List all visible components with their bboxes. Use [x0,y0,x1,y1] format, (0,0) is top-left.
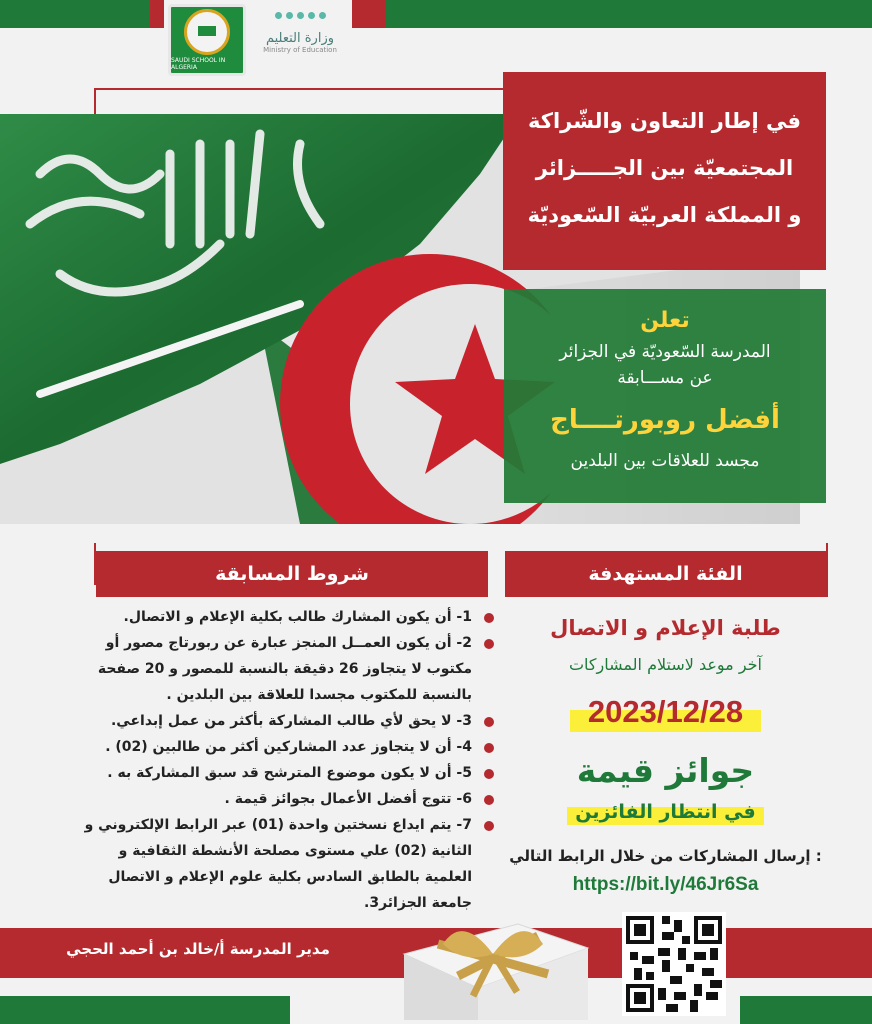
condition-item [78,604,496,630]
deadline-date: 2023/12/28 [587,694,744,729]
condition-text: 2- أن يكون العمــل المنجز عبارة عن ربورتاج مصور أو مكتوب لا يتجاوز 26 دقيقة بالنسبة للمصور و 20 صفحة بالنسبة للمكتوب مجسدا للعلاقة بين البلدين . [97,635,472,703]
school-logo-text: SAUDI SCHOOL IN ALGERIA [171,57,226,71]
condition-text: 1- أن يكون المشارك طالب بكلية الإعلام و الاتصال. [123,609,472,625]
intro-box [503,72,826,270]
ministry-logo [252,8,348,78]
top-bar-red-right [352,0,386,28]
condition-item [78,786,496,812]
frame-line [94,88,96,116]
ministry-name-en: Ministry of Education [263,46,337,54]
condition-text: 4- أن لا يتجاوز عدد المشاركين أكثر من طالبين (02) . [105,739,472,755]
condition-item [78,812,496,916]
submission-link[interactable]: https://bit.ly/46Jr6Sa [572,874,759,895]
bullet-icon [484,821,494,831]
bullet-icon [484,769,494,779]
intro-line-3: و المملكة العربيّة السّعوديّة [527,203,802,227]
condition-item [78,630,496,708]
send-instructions: إرسال المشاركات من خلال الرابط التالي : [509,847,822,865]
qr-code[interactable] [622,912,726,1016]
bullet-icon [484,743,494,753]
top-bar-red-accent [150,0,164,28]
deadline-label: آخر موعد لاستلام المشاركات [568,655,762,674]
winners-text: في انتظار الفائزين [575,801,756,823]
school-logo [168,4,246,76]
qr-code-icon [626,916,722,1012]
principal-signature: مدير المدرسة أ/خالد بن أحمد الحجي [66,940,330,958]
bullet-icon [484,613,494,623]
bullet-icon [484,639,494,649]
target-heading: الفئة المستهدفة [505,551,826,597]
conditions-heading: شروط المسابقة [96,551,488,597]
footer-green-right [740,996,872,1024]
frame-line [94,88,508,90]
top-bar-green-left [0,0,150,28]
condition-item [78,734,496,760]
contest-title: أفضل روبورتــــاج [550,405,780,435]
announce-verb: تعلن [640,308,690,333]
bullet-icon [484,717,494,727]
announce-contest: عن مســـابقة [617,368,713,388]
ministry-name-ar: وزارة التعليم [265,31,335,46]
frame-line [826,543,828,597]
bullet-icon [484,795,494,805]
ministry-dots-icon [252,12,348,19]
condition-text: 7- يتم ايداع نسختين واحدة (01) عبر الرابط الإلكتروني و الثانية (02) علي مستوى مصلحة الأنشطة الثقافية و العلمية بالطابق السادس بكلية علوم الإعلام و الاتصال جامعة الجزائر3. [84,817,472,911]
announcement-box [504,289,826,503]
top-bar-green-right [386,0,872,28]
condition-item [78,760,496,786]
winners-badge [567,796,764,828]
target-students: طلبة الإعلام و الاتصال [550,616,781,640]
intro-line-1: في إطار التعاون والشّراكة [528,109,801,133]
prizes-title: جوائز قيمة [576,751,755,790]
contest-subtitle: مجسد للعلاقات بين البلدين [570,451,760,471]
condition-text: 3- لا يحق لأي طالب المشاركة بأكثر من عمل إبداعي. [110,713,472,729]
condition-text: 5- أن لا يكون موضوع المترشح قد سبق المشاركة به . [107,765,472,781]
announce-school: المدرسة السّعوديّة في الجزائر [559,342,771,362]
deadline-badge [570,690,761,734]
target-column [505,606,826,902]
intro-line-2: المجتمعيّة بين الجـــــزائر [535,156,794,180]
condition-item [78,708,496,734]
conditions-list [78,604,496,916]
footer-green-left [0,996,290,1024]
gift-box-image [398,914,594,1020]
condition-text: 6- تتوج أفضل الأعمال بجوائز قيمة . [224,791,472,807]
